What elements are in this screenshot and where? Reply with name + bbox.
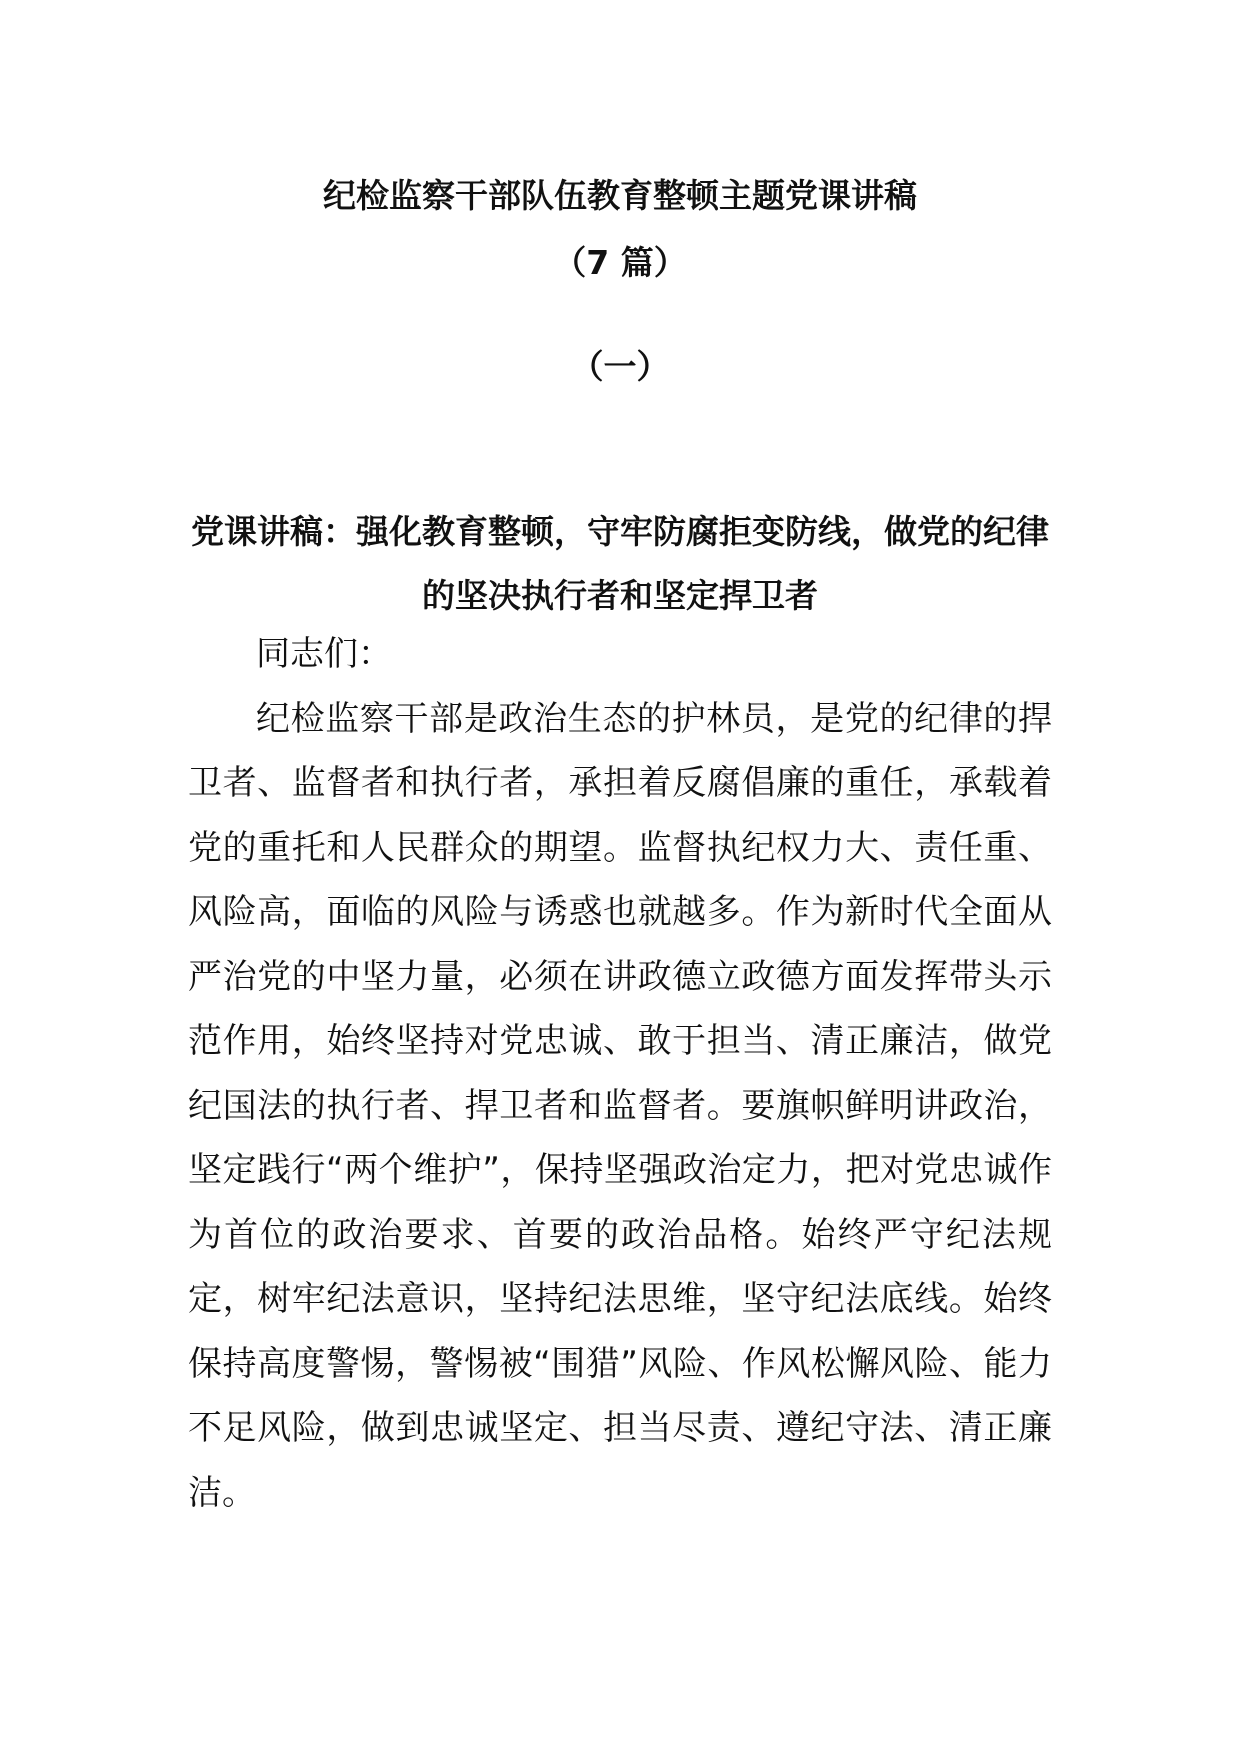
section-number: （一） <box>570 347 670 386</box>
document-count-label: （7 篇） <box>553 243 687 282</box>
greeting: 同志们： <box>256 634 392 674</box>
document-body <box>188 622 1052 1525</box>
body-paragraph: 纪检监察干部是政治生态的护林员，是党的纪律的捍卫者、监督者和执行者，承担着反腐倡廉的重任，承载着党的重托和人民群众的期望。监督执纪权力大、责任重、风险高，面临的风险与诱惑也就越多。作为新时代全面从严治党的中坚力量，必须在讲政德立政德方面发挥带头示范作用，始终坚持对党忠诚、敢于担当、清正廉洁，做党纪国法的执行者、捍卫者和监督者。要旗帜鲜明讲政治，坚定践行“两个维护”，保持坚强政治定力，把对党忠诚作为首位的政治要求、首要的政治品格。始终严守纪法规定，树牢纪法意识，坚持纪法思维，坚守纪法底线。始终保持高度警惕，警惕被“围猎”风险、作风松懈风险、能力不足风险，做到忠诚坚定、担当尽责、遵纪守法、清正廉洁。 <box>188 698 1052 1513</box>
document-title: 纪检监察干部队伍教育整顿主题党课讲稿 <box>323 176 917 215</box>
lecture-heading: 党课讲稿：强化教育整顿，守牢防腐拒变防线，做党的纪律的坚决执行者和坚定捍卫者 <box>191 512 1049 615</box>
